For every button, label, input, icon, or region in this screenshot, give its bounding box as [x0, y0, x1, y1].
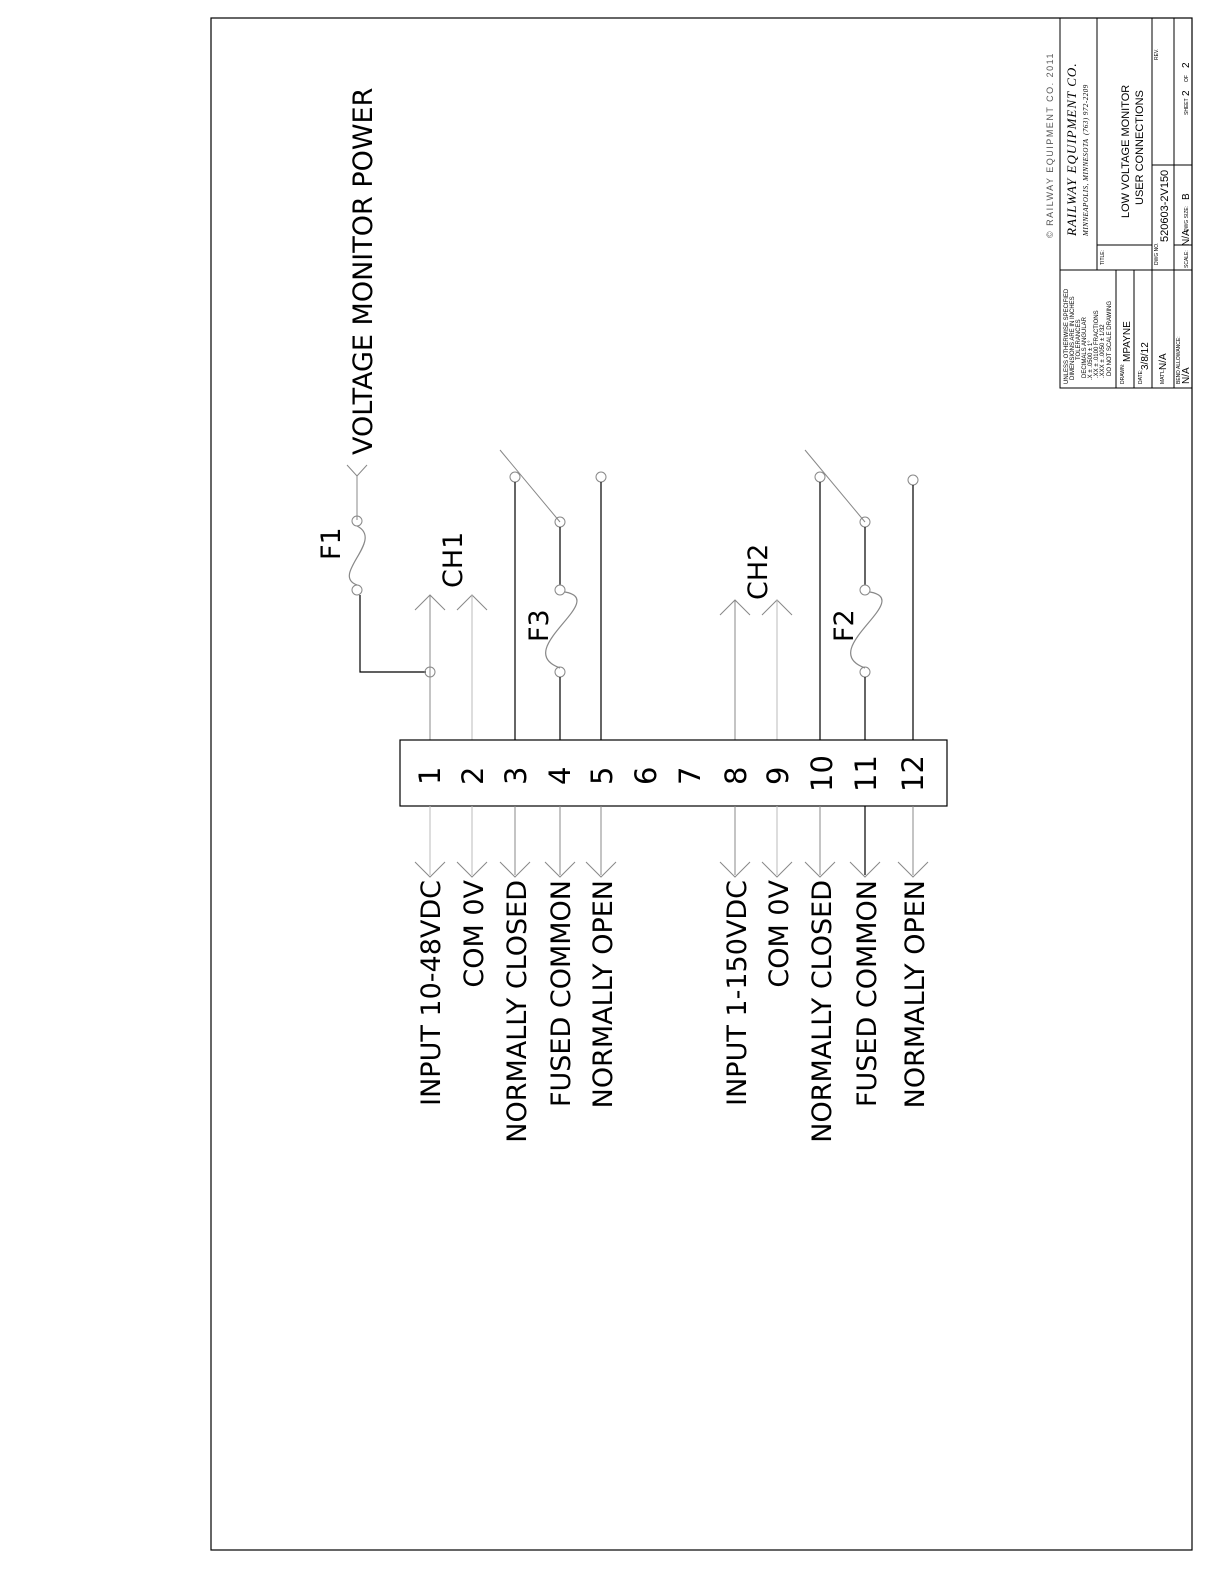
terminal-1: 1: [413, 766, 447, 785]
of-value: 2: [1181, 62, 1192, 68]
svg-text:.XX ± .0100 FRACTIONS: .XX ± .0100 FRACTIONS: [1094, 310, 1100, 378]
tolerance-notes: [1064, 288, 1113, 384]
matl-label: MAT'L:: [1160, 368, 1166, 384]
conn-label-2: COM 0V: [459, 880, 490, 988]
terminal-7: 7: [673, 766, 707, 785]
company-phone: (763) 972-2209: [1082, 84, 1090, 135]
terminal-8: 8: [719, 766, 753, 785]
terminal-4: 4: [543, 766, 577, 785]
svg-text:TOLERANCES: TOLERANCES: [1076, 319, 1082, 360]
ch1-connector: [415, 532, 487, 610]
conn-label-10: NORMALLY CLOSED: [807, 880, 838, 1143]
relay-ch2: [805, 450, 918, 740]
conn-label-12: NORMALLY OPEN: [900, 880, 931, 1109]
company-name: RAILWAY EQUIPMENT CO.: [1064, 62, 1079, 236]
conn-label-4: FUSED COMMON: [546, 880, 577, 1108]
fuse-f2: [829, 585, 882, 740]
copyright-text: © RAILWAY EQUIPMENT CO. 2011: [1045, 51, 1055, 238]
scale-label: SCALE:: [1184, 250, 1190, 268]
f1-wire: [360, 595, 426, 672]
company-location: MINNEAPOLIS, MINNESOTA: [1082, 138, 1090, 236]
ch2-label: CH2: [743, 543, 774, 600]
fuse-f2-label: F2: [829, 609, 860, 642]
conn-label-5: NORMALLY OPEN: [588, 880, 619, 1109]
of-label: OF: [1184, 75, 1190, 82]
dwg-size-label: DWG SIZE:: [1184, 205, 1190, 232]
fuse-f1: [316, 516, 365, 595]
dwg-size-value: B: [1181, 193, 1192, 200]
drawn-label: DRAWN:: [1120, 363, 1126, 384]
title-line2: USER CONNECTIONS: [1134, 90, 1146, 205]
terminal-11: 11: [849, 755, 883, 792]
power-arrow: [347, 465, 367, 476]
ch1-label: CH1: [438, 531, 469, 588]
dwg-no: 520603-2V150: [1159, 169, 1171, 242]
svg-text:UNLESS OTHERWISE SPECIFIED: UNLESS OTHERWISE SPECIFIED: [1064, 288, 1070, 384]
fuse-f3: [524, 585, 577, 740]
terminal-6: 6: [629, 766, 663, 785]
terminal-3: 3: [499, 766, 533, 785]
fuse-f3-label: F3: [524, 609, 555, 642]
terminal-2: 2: [456, 766, 490, 785]
svg-text:DO NOT SCALE DRAWING: DO NOT SCALE DRAWING: [1107, 300, 1113, 376]
sheet-value: 2: [1181, 90, 1192, 96]
terminal-5: 5: [585, 766, 619, 785]
terminal-10: 10: [805, 755, 839, 792]
connection-arrows: [415, 862, 928, 877]
terminal-12: 12: [896, 755, 930, 792]
fuse-f1-label: F1: [316, 527, 347, 560]
relay-ch1: [500, 450, 606, 740]
title-line1: LOW VOLTAGE MONITOR: [1120, 84, 1132, 218]
svg-text:DIMENSIONS ARE IN INCHES: DIMENSIONS ARE IN INCHES: [1070, 296, 1076, 380]
conn-label-9: COM 0V: [764, 880, 795, 988]
matl-value: N/A: [1158, 353, 1169, 370]
title-block-text: [1045, 49, 1192, 384]
svg-text:DECIMALS ANGULAR: DECIMALS ANGULAR: [1082, 316, 1088, 378]
rev-label: REV.: [1154, 48, 1160, 60]
date-label: DATE:: [1138, 369, 1144, 384]
svg-text:.X ± .0500 ± 1°: .X ± .0500 ± 1°: [1088, 340, 1094, 380]
conn-label-11: FUSED COMMON: [852, 880, 883, 1108]
title-label: TITLE:: [1100, 249, 1106, 265]
power-label: VOLTAGE MONITOR POWER: [348, 87, 379, 455]
dwg-no-label: DWG NO.: [1154, 242, 1160, 265]
drawn-value: MPAYNE: [1122, 321, 1133, 362]
conn-label-8: INPUT 1-150VDC: [722, 880, 753, 1106]
bend-value: N/A: [1181, 367, 1192, 384]
svg-text:.XXX ± .0050 ± 1/32: .XXX ± .0050 ± 1/32: [1100, 324, 1106, 378]
sheet-label: SHEET: [1184, 98, 1190, 115]
ch2-connector: [720, 544, 792, 615]
bend-label: BEND ALLOWANCE:: [1176, 336, 1182, 384]
date-value: 3/8/12: [1140, 342, 1151, 370]
conn-label-3: NORMALLY CLOSED: [502, 880, 533, 1143]
terminal-9: 9: [761, 766, 795, 785]
connection-labels: [416, 879, 931, 1142]
scale-value: N/A: [1181, 229, 1192, 246]
conn-label-1: INPUT 10-48VDC: [416, 880, 447, 1106]
